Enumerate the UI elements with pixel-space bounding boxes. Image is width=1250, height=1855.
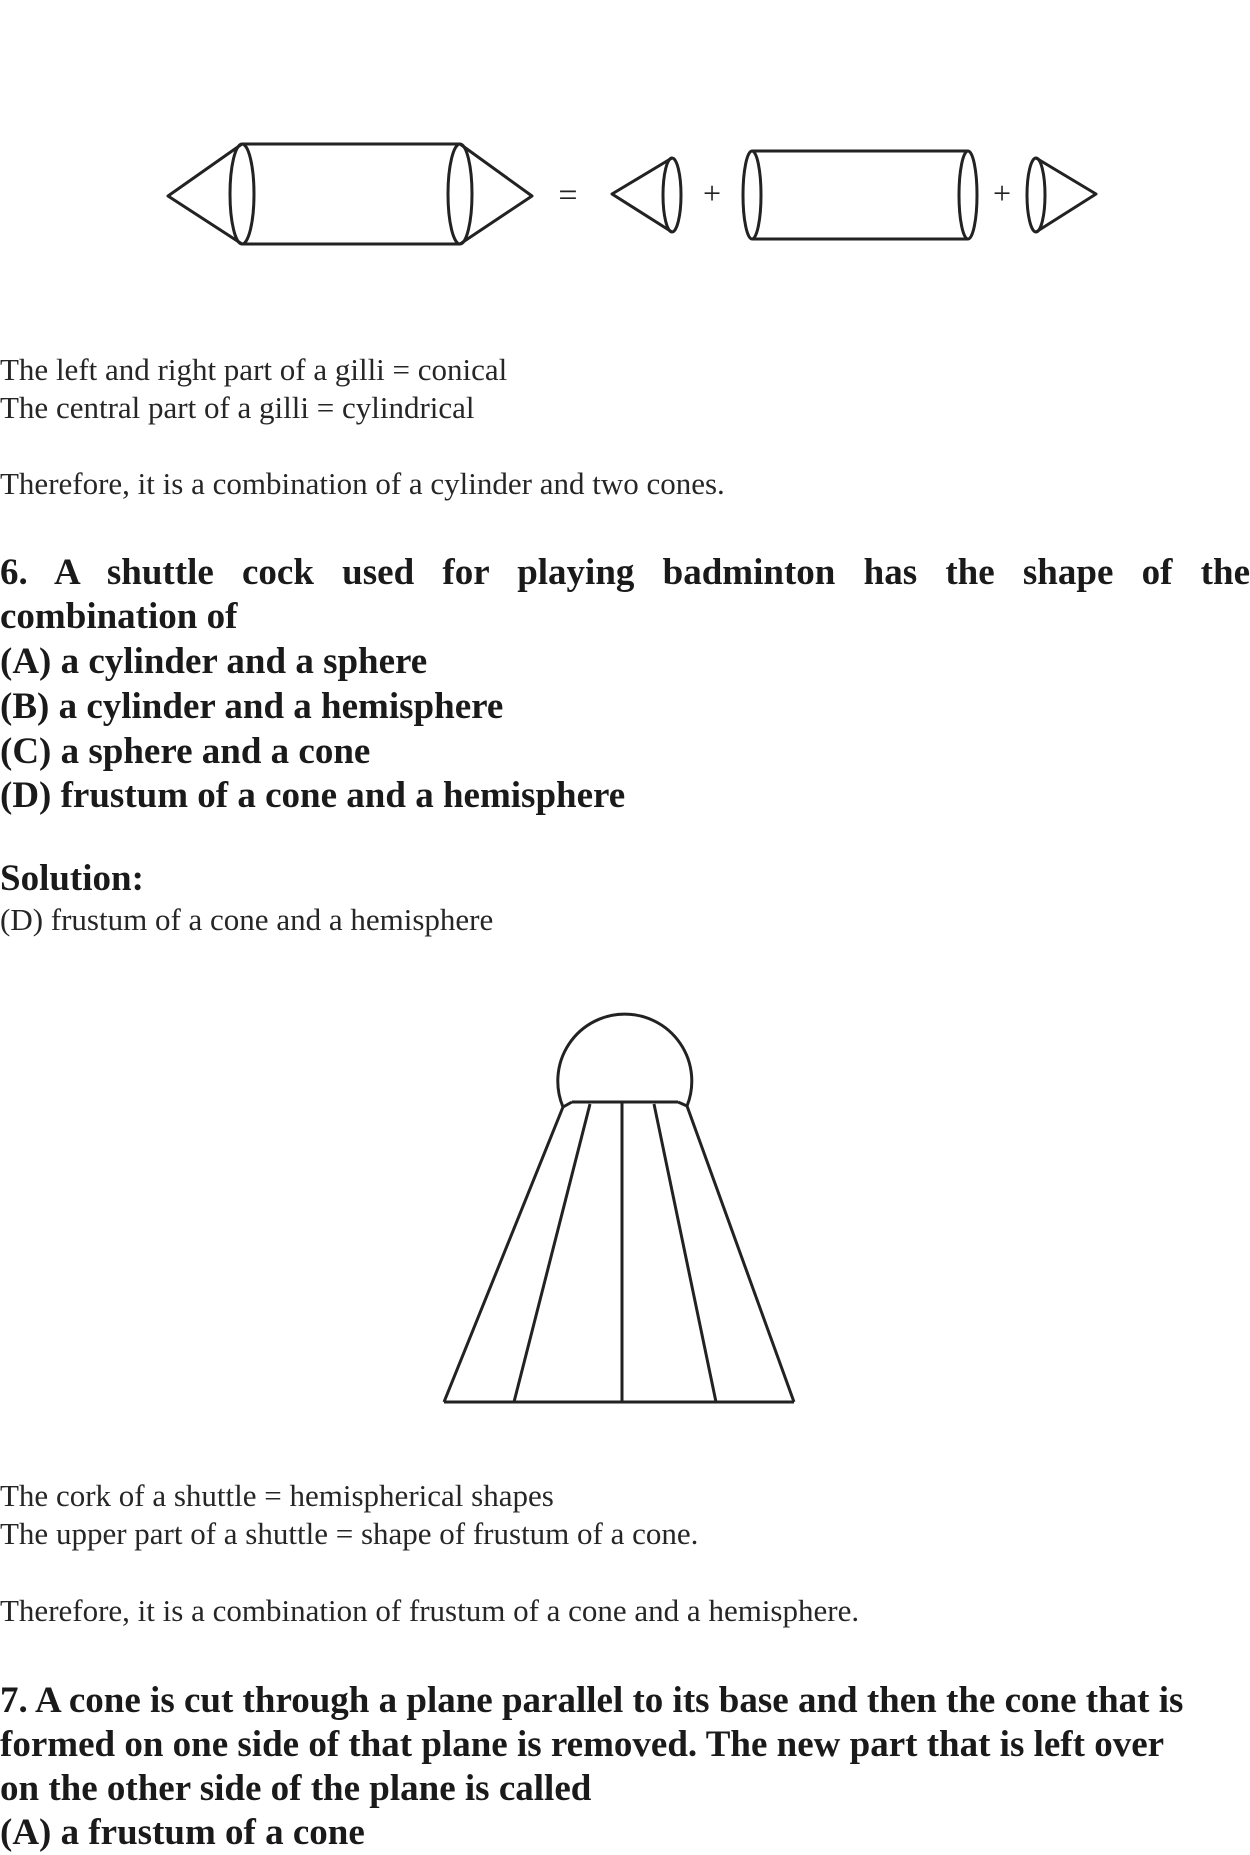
question-7-line-1: 7. A cone is cut through a plane parallel to its base and then the cone that is bbox=[0, 1680, 1184, 1721]
question-7-option-a: (A) a frustum of a cone bbox=[0, 1812, 365, 1853]
solution-heading: Solution: bbox=[0, 858, 144, 899]
shuttle-conclusion: Therefore, it is a combination of frustum of a cone and a hemisphere. bbox=[0, 1593, 860, 1628]
shuttle-line-cork: The cork of a shuttle = hemispherical shapes bbox=[0, 1478, 554, 1513]
plus-sign-1: + bbox=[702, 175, 722, 211]
gilli-conclusion: Therefore, it is a combination of a cylinder and two cones. bbox=[0, 466, 725, 501]
frustum-left-edge bbox=[444, 1107, 563, 1402]
question-7-line-3: on the other side of the plane is called bbox=[0, 1768, 592, 1809]
question-6-option-b: (B) a cylinder and a hemisphere bbox=[0, 686, 504, 727]
shuttle-line-upper: The upper part of a shuttle = shape of frustum of a cone. bbox=[0, 1516, 699, 1551]
part-cylinder bbox=[959, 151, 977, 239]
question-6-option-a: (A) a cylinder and a sphere bbox=[0, 641, 428, 682]
question-6-option-c: (C) a sphere and a cone bbox=[0, 731, 371, 772]
question-6-line-2: combination of bbox=[0, 596, 238, 637]
frustum-right-edge bbox=[687, 1106, 794, 1402]
gilli-line-cylindrical: The central part of a gilli = cylindrical bbox=[0, 390, 475, 425]
question-6-line-1: 6. A shuttle cock used for playing badminton has the shape of the bbox=[0, 552, 1250, 593]
gilli-line-conical: The left and right part of a gilli = conical bbox=[0, 352, 508, 387]
gilli-right-end-ellipse bbox=[448, 144, 472, 244]
cork-hemisphere bbox=[558, 1014, 692, 1107]
equals-sign: = bbox=[558, 177, 578, 214]
question-6-option-d: (D) frustum of a cone and a hemisphere bbox=[0, 775, 626, 816]
solution-answer: (D) frustum of a cone and a hemisphere bbox=[0, 902, 494, 937]
gilli-decomposition-figure bbox=[150, 130, 1130, 260]
question-7-line-2: formed on one side of that plane is removed. The new part that is left over bbox=[0, 1724, 1165, 1765]
gilli-left-end-ellipse bbox=[230, 144, 254, 244]
shuttlecock-figure bbox=[430, 1000, 810, 1420]
plus-sign-2: + bbox=[992, 175, 1012, 211]
